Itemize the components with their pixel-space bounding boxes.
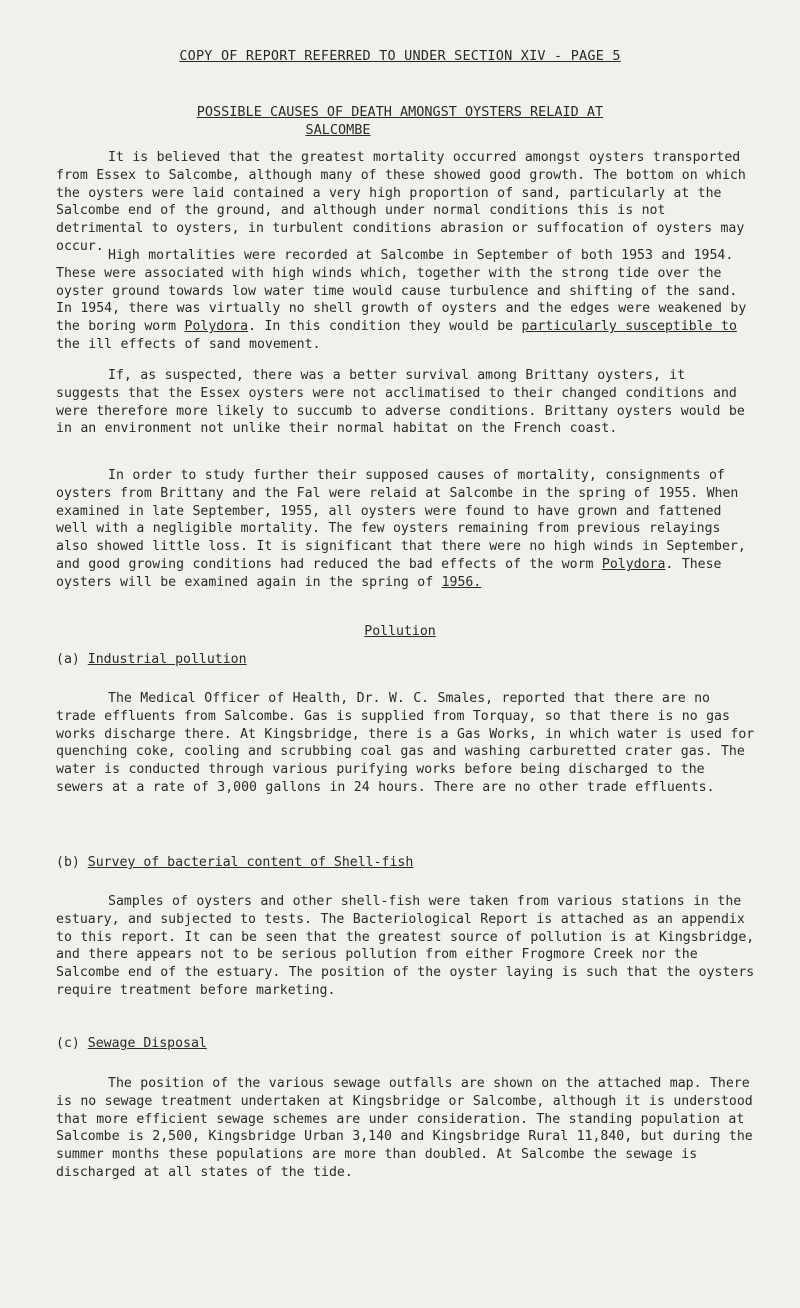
paragraph-sewage-disposal: The position of the various sewage outfalls are shown on the attached map. There is no sewage treatment undertaken at Kingsbridge or Salcombe, although it is understood that more efficient sewage schemes are under consideration. The standing population at Salcombe is 2,500, Kingsbridge Urban 3,140 and Kingsbridge Rural 11,840, but during the summer months these populations are more than doubled. At Salcombe the sewage is discharged at all states of the tide.: [56, 1076, 753, 1180]
paragraph-oyster-mortality: It is believed that the greatest mortality occurred amongst oysters transported from Essex to Salcombe, although many of these showed good growth. The bottom on which the oysters were laid contained a very high proportion of sand, particularly at the Salcombe end of the ground, and although under normal conditions this is not detrimental to oysters, in turbulent conditions abrasion or suffocation of oysters may occur.: [56, 150, 746, 254]
p2-text-c: the ill effects of sand movement.: [56, 336, 321, 352]
p4-year: 1956.: [441, 574, 482, 590]
report-header: [100, 48, 700, 64]
paragraph-bacterial-survey: Samples of oysters and other shell-fish were taken from various stations in the estuary, and subjected to tests. The Bacteriological Report is attached as an appendix to this report. It can be seen that the greatest source of pollution is at Kingsbridge, and there appears not to be serious pollution from either Frogmore Creek nor the Salcombe end of the estuary. The position of the oyster laying is such that the oysters require treatment before marketing.: [56, 894, 755, 998]
section-title-line2: SALCOMBE: [305, 122, 371, 138]
paragraph-further-study: [56, 467, 756, 592]
p2-text-b: . In this condition they would be: [248, 319, 522, 335]
p2-text-a: High mortalities were recorded at Salcombe in September of both 1953 and 1954. These were associated with high winds which, together with the strong tide over the oyster ground towards low water time would cause turbulence and shifting of the sand. In 1954, there was virtually no shell growth of oysters and the edges were weakened by the boring worm: [56, 248, 747, 335]
sub-a-label: (a): [56, 652, 88, 667]
header-text: COPY OF REPORT REFERRED TO UNDER SECTION XIV - PAGE 5: [179, 48, 621, 64]
p4-text-a: In order to study further their supposed causes of mortality, consignments of oysters from Brittany and the Fal were relaid at Salcombe in the spring of 1955. When examined in late September, 1955, all oysters were found to have grown and fattened well with a negligible mortality. The few oysters remaining from previous relayings also showed little loss. It is significant that there were no high winds in September, and good growing conditions had reduced the bad effects of the worm: [56, 468, 746, 572]
sub-c-title: Sewage Disposal: [87, 1036, 207, 1051]
sub-a-title: Industrial pollution: [87, 652, 247, 667]
paragraph-brittany-survival: If, as suspected, there was a better survival among Brittany oysters, it suggests that the Essex oysters were not acclimatised to their changed conditions and were therefore more likely to succumb to adverse conditions. Brittany oysters would be in an environment not unlike their normal habitat on the French coast.: [56, 368, 745, 437]
sub-c-label: (c): [56, 1036, 88, 1051]
sub-b-title: Survey of bacterial content of Shell-fish: [87, 855, 414, 870]
p2-underlined-phrase: particularly susceptible to: [521, 319, 737, 335]
p4-worm-name: Polydora: [601, 556, 666, 572]
section-title-line1: POSSIBLE CAUSES OF DEATH AMONGST OYSTERS RELAID AT: [196, 104, 604, 120]
paragraph-high-mortalities: [56, 247, 756, 354]
p2-worm-name: Polydora: [184, 319, 249, 335]
subheading-sewage: [56, 1035, 207, 1053]
p4-text-b: . These oysters will be examined again in the spring of: [56, 556, 722, 590]
subheading-bacterial: [56, 854, 413, 872]
subheading-industrial: [56, 651, 247, 669]
pollution-heading: Pollution: [364, 624, 436, 639]
sub-b-label: (b): [56, 855, 88, 870]
paragraph-industrial-pollution: The Medical Officer of Health, Dr. W. C. Smales, reported that there are no trade effluents from Salcombe. Gas is supplied from Torquay, so that there is no gas works discharge there. At Kingsbridge, there is a Gas Works, in which water is used for quenching coke, cooling and scrubbing coal gas and washing carburetted crater gas. The water is conducted through various purifying works before being discharged to the sewers at a rate of 3,000 gallons in 24 hours. There are no other trade effluents.: [56, 691, 755, 795]
